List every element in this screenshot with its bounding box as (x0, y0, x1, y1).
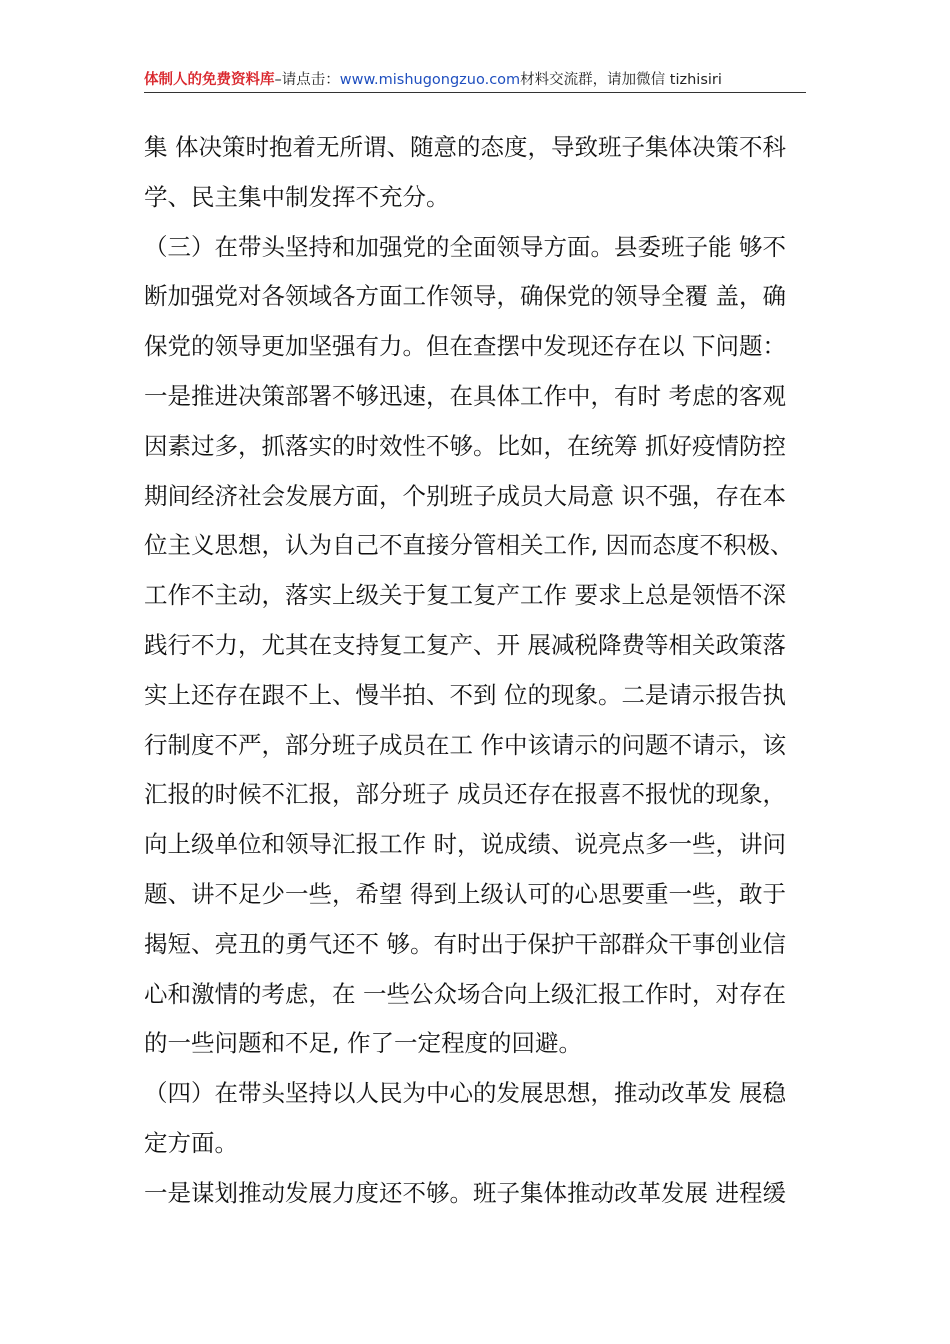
text-line: 一是推进决策部署不够迅速，在具体工作中，有时 考虑的客观 (144, 381, 786, 410)
header-brand: 体制人的免费资料库 (144, 72, 275, 88)
text-line: 一是谋划推动发展力度还不够。班子集体推动改革发展 进程缓 (144, 1178, 786, 1207)
text-line: 题、讲不足少一些，希望 得到上级认可的心思要重一些，敢于 (144, 879, 786, 908)
page-header (144, 68, 806, 93)
text-line: 定方面。 (144, 1128, 238, 1157)
document-body (144, 123, 806, 1219)
text-line: 保党的领导更加坚强有力。但在查摆中发现还存在以 下问题： (144, 332, 786, 361)
text-line: 位主义思想，认为自己不直接分管相关工作, 因而态度不积极、 (144, 531, 794, 560)
text-line: 的一些问题和不足, 作了一定程度的回避。 (144, 1029, 582, 1058)
text-line: 断加强党对各领域各方面工作领导，确保党的领导全覆 盖，确 (144, 282, 786, 311)
text-line: 集 体决策时抱着无所谓、随意的态度，导致班子集体决策不科 (144, 133, 786, 161)
header-wechat-note: 材料交流群，请加微信 tizhisiri (520, 72, 722, 88)
text-line: 学、民主集中制发挥不充分。 (144, 182, 450, 211)
text-line: 期间经济社会发展方面，个别班子成员大局意 识不强，存在本 (144, 481, 786, 510)
section-heading-line: （三）在带头坚持和加强党的全面领导方面。县委班子能 够不 (144, 232, 786, 261)
text-line: 践行不力，尤其在支持复工复产、开 展减税降费等相关政策落 (144, 630, 786, 659)
section-heading-line: （四）在带头坚持以人民为中心的发展思想，推动改革发 展稳 (144, 1079, 786, 1108)
text-line: 行制度不严，部分班子成员在工 作中该请示的问题不请示，该 (144, 730, 786, 759)
text-line: 汇报的时候不汇报，部分班子 成员还存在报喜不报忧的现象， (144, 780, 786, 809)
text-line: 心和激情的考虑，在 一些公众场合向上级汇报工作时，对存在 (144, 979, 786, 1008)
text-line: 工作不主动，落实上级关于复工复产工作 要求上总是领悟不深 (144, 581, 786, 610)
text-line: 实上还存在跟不上、慢半拍、不到 位的现象。二是请示报告执 (144, 680, 786, 709)
header-prompt: –请点击： (274, 72, 340, 88)
text-line: 因素过多，抓落实的时效性不够。比如，在统筹 抓好疫情防控 (144, 431, 786, 460)
text-line: 向上级单位和领导汇报工作 时，说成绩、说亮点多一些，讲问 (144, 830, 786, 859)
header-url-link[interactable]: www.mishugongzuo.com (339, 72, 521, 88)
text-line: 揭短、亮丑的勇气还不 够。有时出于保护干部群众干事创业信 (144, 929, 786, 958)
